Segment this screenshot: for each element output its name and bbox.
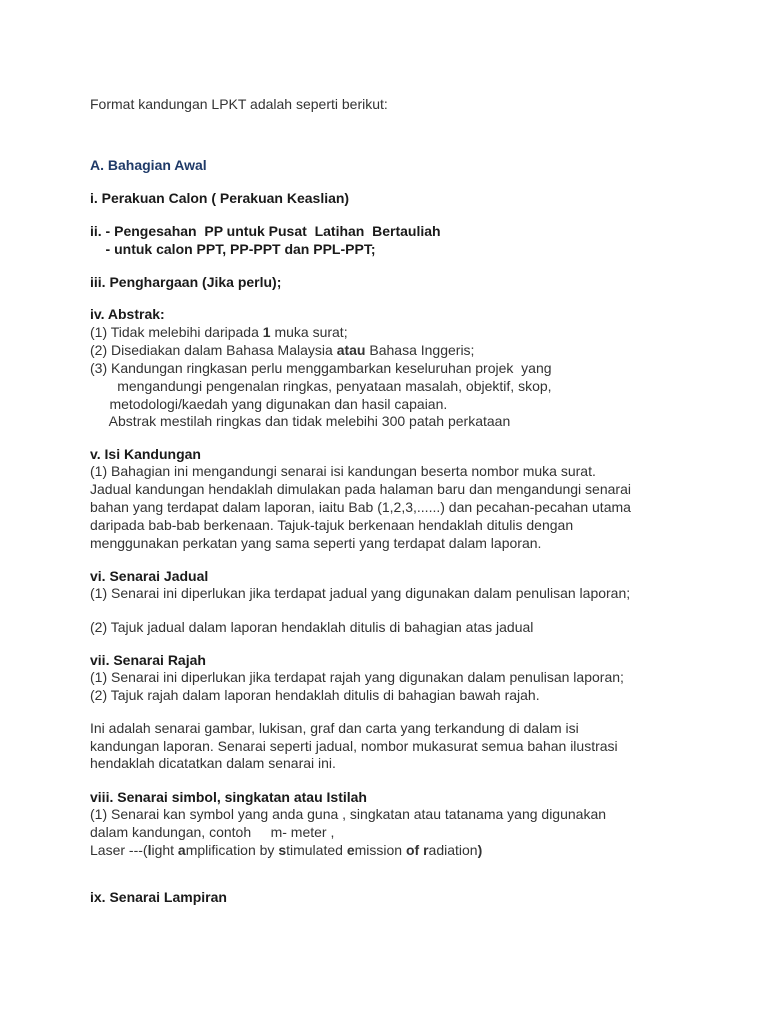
item-v-line4: daripada bab-bab berkenaan. Tajuk-tajuk berkenaan hendaklah ditulis dengan xyxy=(90,517,574,533)
text-run-bold: s xyxy=(278,842,287,858)
item-iv-point2 xyxy=(90,341,474,359)
item-iii-number: iii xyxy=(90,274,102,290)
item-v-line2: Jadual kandungan hendaklah dimulakan pada halaman baru dan mengandungi senarai xyxy=(90,481,631,497)
item-iv-heading: iv. Abstrak: xyxy=(90,306,165,322)
item-vii-point1: (1) Senarai ini diperlukan jika terdapat rajah yang digunakan dalam penulisan laporan; xyxy=(90,669,624,685)
text-run: timulated xyxy=(286,842,347,858)
text-run: mission xyxy=(354,842,406,858)
item-iv-point1 xyxy=(90,323,348,341)
text-run: Laser ---( xyxy=(90,842,148,858)
text-run-bold: ) xyxy=(477,842,483,858)
laser-definition xyxy=(90,841,482,859)
item-iv-point3-line3: metodologi/kaedah yang digunakan dan hasil capaian. xyxy=(90,396,448,412)
item-v-line3: bahan yang terdapat dalam laporan, iaitu Bab (1,2,3,......) dan pecahan-pecahan utama xyxy=(90,499,631,515)
item-vi-point1: (1) Senarai ini diperlukan jika terdapat jadual yang digunakan dalam penulisan laporan; xyxy=(90,585,631,601)
item-vii-point2: (2) Tajuk rajah dalam laporan hendaklah ditulis di bahagian bawah rajah. xyxy=(90,687,540,703)
item-iii-text: . Penghargaan (Jika perlu); xyxy=(101,274,282,290)
text-run: (2) Disediakan dalam Bahasa Malaysia xyxy=(90,342,337,358)
item-iii-heading xyxy=(90,273,281,291)
text-run: (1) Tidak melebihi daripada xyxy=(90,324,263,340)
item-v-line1: (1) Bahagian ini mengandungi senarai isi kandungan beserta nombor muka surat. xyxy=(90,463,596,479)
intro-text: Format kandungan LPKT adalah seperti berikut: xyxy=(90,96,388,112)
item-viii-heading: viii. Senarai simbol, singkatan atau Istilah xyxy=(90,789,367,805)
item-i-heading: i. Perakuan Calon ( Perakuan Keaslian) xyxy=(90,190,350,206)
paragraph-line3: hendaklah dicatatkan dalam senarai ini. xyxy=(90,755,336,771)
text-run: muka surat; xyxy=(270,324,348,340)
text-run-bold: atau xyxy=(336,342,366,358)
paragraph-line1: Ini adalah senarai gambar, lukisan, graf dan carta yang terkandung di dalam isi xyxy=(90,720,579,736)
item-ix-heading: ix. Senarai Lampiran xyxy=(90,889,227,905)
section-a-heading: A. Bahagian Awal xyxy=(90,157,207,173)
item-v-line5: menggunakan perkatan yang sama seperti yang terdapat dalam laporan. xyxy=(90,535,542,551)
text-run-bold: of r xyxy=(405,842,429,858)
text-run-bold: l xyxy=(147,842,152,858)
item-iv-point3-line1: (3) Kandungan ringkasan perlu menggambarkan keseluruhan projek yang xyxy=(90,360,552,376)
item-vii-heading: vii. Senarai Rajah xyxy=(90,652,206,668)
text-run: mplification by xyxy=(185,842,279,858)
item-vi-point2: (2) Tajuk jadual dalam laporan hendaklah ditulis di bahagian atas jadual xyxy=(90,619,534,635)
item-iv-point3-line4: Abstrak mestilah ringkas dan tidak melebihi 300 patah perkataan xyxy=(90,413,511,429)
item-vi-heading: vi. Senarai Jadual xyxy=(90,568,209,584)
item-viii-line1: (1) Senarai kan symbol yang anda guna , singkatan atau tatanama yang digunakan xyxy=(90,806,607,822)
text-run: adiation xyxy=(428,842,478,858)
item-viii-line2: dalam kandungan, contoh m- meter , xyxy=(90,824,335,840)
item-ii-line1: ii. - Pengesahan PP untuk Pusat Latihan Bertauliah xyxy=(90,223,441,239)
text-run: Bahasa Inggeris; xyxy=(365,342,475,358)
item-ii-line2: - untuk calon PPT, PP-PPT dan PPL-PPT; xyxy=(90,241,376,257)
text-run-bold: a xyxy=(177,842,186,858)
item-v-heading: v. Isi Kandungan xyxy=(90,446,201,462)
text-run-bold: e xyxy=(346,842,355,858)
paragraph-line2: kandungan laporan. Senarai seperti jadual, nombor mukasurat semua bahan ilustrasi xyxy=(90,738,618,754)
item-iv-point3-line2: mengandungi pengenalan ringkas, penyataan masalah, objektif, skop, xyxy=(90,378,552,394)
text-run-bold: 1 xyxy=(262,324,271,340)
text-run: ight xyxy=(151,842,178,858)
